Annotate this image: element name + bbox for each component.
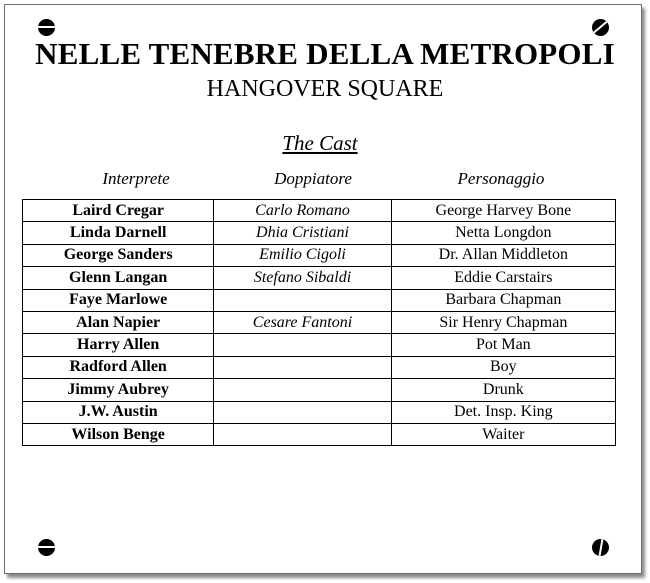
character-cell: Det. Insp. King xyxy=(391,401,615,423)
actor-cell: Jimmy Aubrey xyxy=(23,379,214,401)
character-cell: Drunk xyxy=(391,379,615,401)
actor-cell: George Sanders xyxy=(23,244,214,266)
character-cell: Barbara Chapman xyxy=(391,289,615,311)
table-row xyxy=(23,244,616,266)
column-header-character: Personaggio xyxy=(457,169,545,188)
dubber-cell xyxy=(214,379,391,401)
table-row xyxy=(23,356,616,378)
table-row xyxy=(23,267,616,289)
screw-icon-top-left xyxy=(38,19,55,36)
cast-heading: The Cast xyxy=(282,131,358,155)
dubber-cell: Stefano Sibaldi xyxy=(214,267,391,289)
actor-cell: Alan Napier xyxy=(23,311,214,333)
screw-icon-top-right xyxy=(592,19,609,36)
table-row xyxy=(23,200,616,222)
actor-cell: Wilson Benge xyxy=(23,423,214,445)
actor-cell: Laird Cregar xyxy=(23,200,214,222)
film-title: NELLE TENEBRE DELLA METROPOLI xyxy=(35,36,615,71)
film-original-title: HANGOVER SQUARE xyxy=(206,76,444,102)
table-row xyxy=(23,289,616,311)
table-row xyxy=(23,311,616,333)
dubber-cell xyxy=(214,356,391,378)
character-cell: George Harvey Bone xyxy=(391,200,615,222)
actor-cell: Glenn Langan xyxy=(23,267,214,289)
screw-icon-bottom-right xyxy=(592,539,609,556)
actor-cell: Linda Darnell xyxy=(23,222,214,244)
dubber-cell: Dhia Cristiani xyxy=(214,222,391,244)
character-cell: Waiter xyxy=(391,423,615,445)
character-cell: Pot Man xyxy=(391,334,615,356)
dubber-cell xyxy=(214,334,391,356)
table-row xyxy=(23,334,616,356)
dubber-cell: Carlo Romano xyxy=(214,200,391,222)
column-header-dubber: Doppiatore xyxy=(274,169,352,188)
character-cell: Eddie Carstairs xyxy=(391,267,615,289)
table-row xyxy=(23,222,616,244)
table-row xyxy=(23,379,616,401)
dubber-cell: Cesare Fantoni xyxy=(214,311,391,333)
dubber-cell: Emilio Cigoli xyxy=(214,244,391,266)
actor-cell: J.W. Austin xyxy=(23,401,214,423)
dubber-cell xyxy=(214,289,391,311)
character-cell: Sir Henry Chapman xyxy=(391,311,615,333)
character-cell: Boy xyxy=(391,356,615,378)
actor-cell: Faye Marlowe xyxy=(23,289,214,311)
column-header-actor: Interprete xyxy=(102,169,170,188)
cast-table xyxy=(22,199,616,446)
dubber-cell xyxy=(214,423,391,445)
character-cell: Netta Longdon xyxy=(391,222,615,244)
actor-cell: Radford Allen xyxy=(23,356,214,378)
dubber-cell xyxy=(214,401,391,423)
table-row xyxy=(23,401,616,423)
screw-icon-bottom-left xyxy=(38,539,55,556)
actor-cell: Harry Allen xyxy=(23,334,214,356)
character-cell: Dr. Allan Middleton xyxy=(391,244,615,266)
table-row xyxy=(23,423,616,445)
